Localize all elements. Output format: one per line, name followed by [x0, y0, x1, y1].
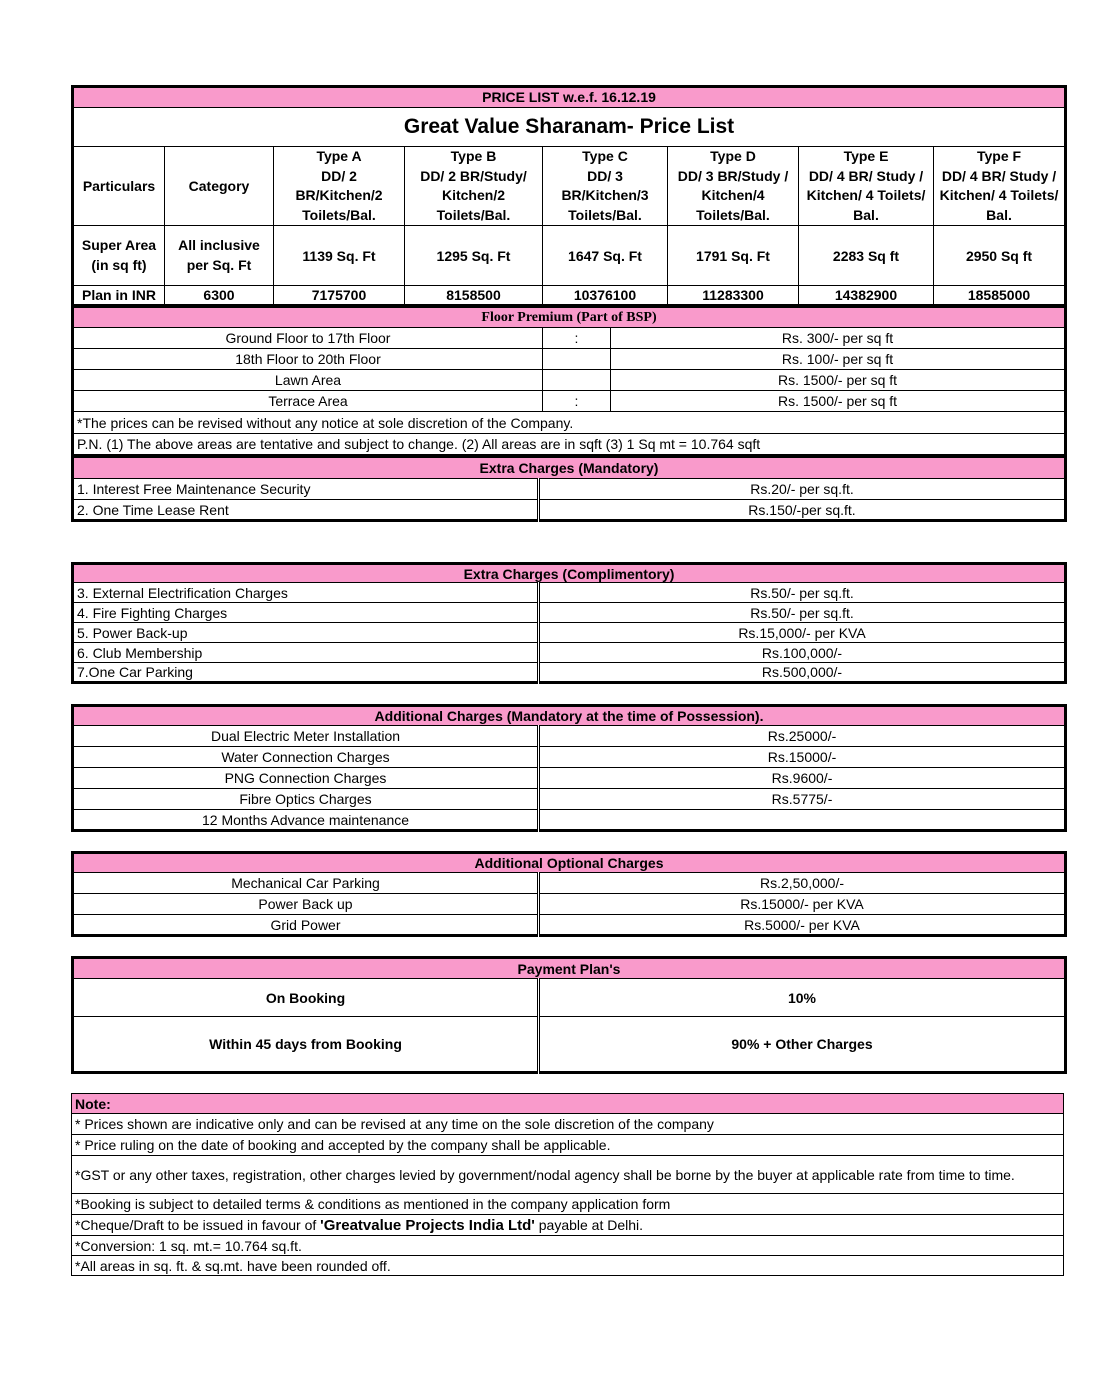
plan-percentage: 10%: [539, 979, 1066, 1017]
charge-value: Rs.15000/-: [539, 747, 1066, 768]
extra-mandatory-row: [73, 500, 1066, 521]
floor-premium-table: [71, 307, 1067, 457]
floor-premium-row: [73, 349, 1066, 370]
type-a-header: Type A DD/ 2 BR/Kitchen/2 Toilets/Bal.: [274, 147, 405, 226]
floor-premium-value: Rs. 1500/- per sq ft: [611, 391, 1066, 412]
charge-value: Rs.5775/-: [539, 789, 1066, 810]
additional-optional-row: [73, 894, 1066, 915]
type-e-area: 2283 Sq ft: [799, 226, 934, 286]
plan-label: Plan in INR: [73, 286, 165, 306]
floor-premium-sep: [543, 370, 611, 391]
extra-mandatory-row: [73, 479, 1066, 500]
extra-complimentary-table: [71, 562, 1067, 684]
plan-category: 6300: [165, 286, 274, 306]
plan-stage: On Booking: [73, 979, 539, 1017]
extra-complimentary-row: [73, 623, 1066, 643]
type-e-price: 14382900: [799, 286, 934, 306]
charge-label: Grid Power: [73, 915, 539, 936]
type-f-price: 18585000: [934, 286, 1066, 306]
super-area-label: Super Area (in sq ft): [73, 226, 165, 286]
charge-value: Rs.100,000/-: [539, 643, 1066, 663]
type-c-header: Type C DD/ 3 BR/Kitchen/3 Toilets/Bal.: [543, 147, 668, 226]
type-header-row: [73, 147, 1066, 226]
payment-plan-row: [73, 979, 1066, 1017]
charge-value: Rs.2,50,000/-: [539, 873, 1066, 894]
charge-value: Rs.15,000/- per KVA: [539, 623, 1066, 643]
charge-label: 4. Fire Fighting Charges: [73, 603, 539, 623]
charge-value: Rs.50/- per sq.ft.: [539, 603, 1066, 623]
floor-premium-sep: :: [543, 391, 611, 412]
type-d-area: 1791 Sq. Ft: [668, 226, 799, 286]
note-item: *Conversion: 1 sq. mt.= 10.764 sq.ft.: [72, 1236, 1064, 1256]
plan-percentage: 90% + Other Charges: [539, 1017, 1066, 1073]
extra-complimentary-row: [73, 603, 1066, 623]
type-f-area: 2950 Sq ft: [934, 226, 1066, 286]
charge-label: PNG Connection Charges: [73, 768, 539, 789]
category-header: Category: [165, 147, 274, 226]
charge-value: Rs.500,000/-: [539, 663, 1066, 683]
payment-plan-table: [71, 956, 1067, 1074]
note-item: * Prices shown are indicative only and can be revised at any time on the sole discretion of the company: [72, 1114, 1064, 1135]
charge-label: Water Connection Charges: [73, 747, 539, 768]
floor-premium-row: [73, 391, 1066, 412]
extra-mandatory-table: [71, 457, 1067, 522]
plan-stage: Within 45 days from Booking: [73, 1017, 539, 1073]
additional-mandatory-row: [73, 810, 1066, 831]
type-d-header: Type D DD/ 3 BR/Study / Kitchen/4 Toilets/Bal.: [668, 147, 799, 226]
charge-value: Rs.25000/-: [539, 726, 1066, 747]
extra-complimentary-row: [73, 663, 1066, 683]
additional-optional-table: [71, 851, 1067, 937]
payment-plan-heading: Payment Plan's: [73, 958, 1066, 979]
type-b-header: Type B DD/ 2 BR/Study/ Kitchen/2 Toilets/Bal.: [405, 147, 543, 226]
cheque-suffix: payable at Delhi.: [534, 1216, 644, 1233]
floor-premium-label: Lawn Area: [73, 370, 543, 391]
charge-label: 2. One Time Lease Rent: [73, 500, 539, 521]
type-c-area: 1647 Sq. Ft: [543, 226, 668, 286]
charge-value: Rs.5000/- per KVA: [539, 915, 1066, 936]
price-list-page: [71, 85, 1064, 1276]
floor-premium-sep: :: [543, 328, 611, 349]
note-item: * Price ruling on the date of booking and accepted by the company shall be applicable.: [72, 1135, 1064, 1156]
charge-label: 3. External Electrification Charges: [73, 583, 539, 603]
charge-value: Rs.20/- per sq.ft.: [539, 479, 1066, 500]
revision-note: *The prices can be revised without any notice at sole discretion of the Company.: [73, 412, 1066, 434]
charge-label: 1. Interest Free Maintenance Security: [73, 479, 539, 500]
floor-premium-row: [73, 328, 1066, 349]
additional-optional-row: [73, 873, 1066, 894]
type-d-price: 11283300: [668, 286, 799, 306]
type-f-header: Type F DD/ 4 BR/ Study / Kitchen/ 4 Toilets/ Bal.: [934, 147, 1066, 226]
additional-mandatory-row: [73, 726, 1066, 747]
particulars-header: Particulars: [73, 147, 165, 226]
charge-label: Power Back up: [73, 894, 539, 915]
note-item-cheque: [72, 1215, 1064, 1236]
charge-value: Rs.150/-per sq.ft.: [539, 500, 1066, 521]
charge-label: Fibre Optics Charges: [73, 789, 539, 810]
note-heading: Note:: [72, 1094, 1064, 1114]
charge-label: 5. Power Back-up: [73, 623, 539, 643]
charge-value: Rs.50/- per sq.ft.: [539, 583, 1066, 603]
type-b-price: 8158500: [405, 286, 543, 306]
extra-complimentary-heading: Extra Charges (Complimentory): [73, 564, 1066, 583]
extra-mandatory-heading: Extra Charges (Mandatory): [73, 458, 1066, 479]
plan-row: [73, 286, 1066, 306]
charge-label: Dual Electric Meter Installation: [73, 726, 539, 747]
additional-mandatory-row: [73, 789, 1066, 810]
payment-plan-row: [73, 1017, 1066, 1073]
cheque-prefix: *Cheque/Draft to be issued in favour of: [75, 1216, 321, 1233]
charge-label: 6. Club Membership: [73, 643, 539, 663]
type-a-area: 1139 Sq. Ft: [274, 226, 405, 286]
price-list-header: PRICE LIST w.e.f. 16.12.19: [73, 87, 1066, 108]
floor-premium-value: Rs. 100/- per sq ft: [611, 349, 1066, 370]
floor-premium-value: Rs. 300/- per sq ft: [611, 328, 1066, 349]
extra-complimentary-row: [73, 583, 1066, 603]
page-title: Great Value Sharanam- Price List: [73, 108, 1066, 147]
additional-mandatory-row: [73, 747, 1066, 768]
charge-label: Mechanical Car Parking: [73, 873, 539, 894]
floor-premium-label: 18th Floor to 20th Floor: [73, 349, 543, 370]
note-item: *All areas in sq. ft. & sq.mt. have been rounded off.: [72, 1256, 1064, 1276]
floor-premium-heading: Floor Premium (Part of BSP): [73, 308, 1066, 328]
extra-complimentary-row: [73, 643, 1066, 663]
additional-optional-row: [73, 915, 1066, 936]
additional-mandatory-heading: Additional Charges (Mandatory at the time of Possession).: [73, 706, 1066, 726]
additional-mandatory-table: [71, 704, 1067, 832]
note-item: *GST or any other taxes, registration, other charges levied by government/nodal agency shall be borne by the buyer at applicable rate from time to time.: [72, 1156, 1064, 1194]
main-price-table: [71, 85, 1067, 307]
charge-label: 7.One Car Parking: [73, 663, 539, 683]
type-a-price: 7175700: [274, 286, 405, 306]
type-e-header: Type E DD/ 4 BR/ Study / Kitchen/ 4 Toilets/ Bal.: [799, 147, 934, 226]
floor-premium-sep: [543, 349, 611, 370]
floor-premium-label: Terrace Area: [73, 391, 543, 412]
type-c-price: 10376100: [543, 286, 668, 306]
type-b-area: 1295 Sq. Ft: [405, 226, 543, 286]
charge-value: Rs.9600/-: [539, 768, 1066, 789]
charge-value: Rs.15000/- per KVA: [539, 894, 1066, 915]
cheque-company: 'Greatvalue Projects India Ltd': [320, 1216, 535, 1234]
floor-premium-label: Ground Floor to 17th Floor: [73, 328, 543, 349]
note-table: [71, 1093, 1064, 1276]
floor-premium-row: [73, 370, 1066, 391]
note-item: *Booking is subject to detailed terms & conditions as mentioned in the company application form: [72, 1194, 1064, 1215]
super-area-category: All inclusive per Sq. Ft: [165, 226, 274, 286]
additional-mandatory-row: [73, 768, 1066, 789]
charge-label: 12 Months Advance maintenance: [73, 810, 539, 831]
super-area-row: [73, 226, 1066, 286]
charge-value: [539, 810, 1066, 831]
floor-premium-value: Rs. 1500/- per sq ft: [611, 370, 1066, 391]
area-note: P.N. (1) The above areas are tentative and subject to change. (2) All areas are in sqft (3) 1 Sq mt = 10.764 sqft: [73, 434, 1066, 456]
additional-optional-heading: Additional Optional Charges: [73, 853, 1066, 873]
